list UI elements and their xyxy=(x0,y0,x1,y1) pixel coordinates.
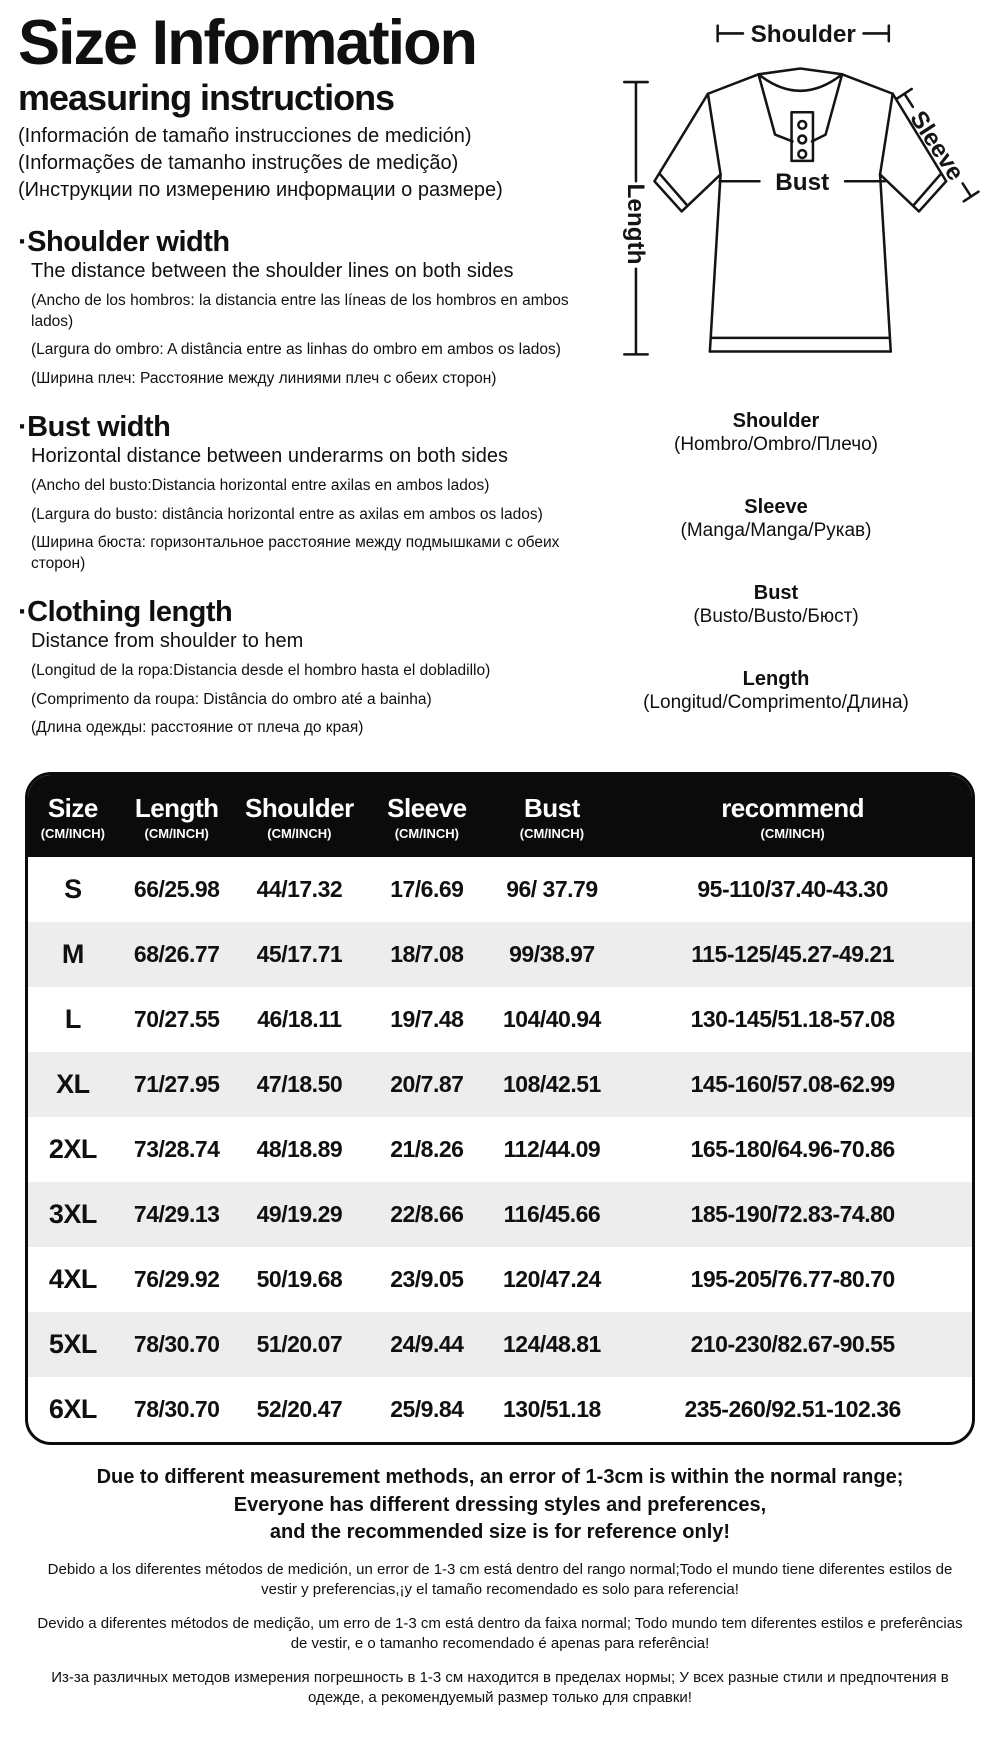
section-bust-width xyxy=(18,411,570,574)
measurement-cell: 50/19.68 xyxy=(256,1266,343,1292)
measurement-cell: 25/9.84 xyxy=(390,1396,464,1422)
instructions-column xyxy=(18,10,570,739)
measurement-cell: 70/27.55 xyxy=(133,1006,220,1032)
table-row xyxy=(28,922,972,987)
column-header-size xyxy=(28,775,118,857)
measurement-cell: 74/29.13 xyxy=(133,1201,220,1227)
measurement-cell: 78/30.70 xyxy=(133,1331,220,1357)
size-cell: S xyxy=(64,874,82,904)
section-description: Horizontal distance between underarms on both sides xyxy=(31,445,508,467)
section-title: ·Clothing length xyxy=(18,596,233,628)
table-row xyxy=(28,857,972,922)
button xyxy=(798,136,806,144)
button xyxy=(798,121,806,129)
subtitle-translation-pt: (Informações de tamanho instruções de medição) xyxy=(18,152,459,174)
legend-item xyxy=(562,581,990,629)
legend-translation: (Busto/Busto/Бюст) xyxy=(693,606,859,627)
measurement-cell: 120/47.24 xyxy=(502,1266,601,1292)
section-description: Distance from shoulder to hem xyxy=(31,630,304,652)
measurement-cell: 235-260/92.51-102.36 xyxy=(684,1396,901,1422)
size-table-body xyxy=(28,857,972,1442)
measurement-cell: 66/25.98 xyxy=(133,876,220,902)
column-header-sleeve xyxy=(363,775,490,857)
button xyxy=(798,150,806,158)
legend-label: Sleeve xyxy=(744,496,808,518)
measurement-cell: 95-110/37.40-43.30 xyxy=(697,876,888,902)
measurement-cell: 76/29.92 xyxy=(133,1266,220,1292)
subtitle-translation-es: (Información de tamaño instrucciones de medición) xyxy=(18,125,472,147)
disclaimer-english-line: Due to different measurement methods, an error of 1-3cm is within the normal range; xyxy=(96,1466,904,1488)
section-translations xyxy=(31,291,570,389)
armhole-seams xyxy=(708,94,893,175)
legend-translation: (Hombro/Ombro/Плечо) xyxy=(674,434,878,455)
diagram-sleeve-label: Sleeve xyxy=(904,106,969,186)
table-row xyxy=(28,1377,972,1442)
measurement-cell: 21/8.26 xyxy=(390,1136,464,1162)
collar-outline xyxy=(758,68,842,74)
column-header-length xyxy=(118,775,236,857)
column-header-recommend xyxy=(613,775,972,857)
column-label: Size xyxy=(47,793,98,823)
measurement-cell: 96/ 37.79 xyxy=(506,876,598,902)
translation-pt: (Largura do busto: distância horizontal entre as axilas em ambos os lados) xyxy=(31,505,543,523)
subtitle-translations xyxy=(18,123,570,204)
table-row xyxy=(28,1247,972,1312)
column-unit: (CM/INCH) xyxy=(519,826,585,841)
section-clothing-length xyxy=(18,596,570,739)
size-cell: 6XL xyxy=(48,1394,97,1424)
measurement-cell: 23/9.05 xyxy=(390,1266,464,1292)
size-cell: 2XL xyxy=(48,1134,97,1164)
translation-ru: (Ширина бюста: горизонтальное расстояние между подмышками с обеих сторон) xyxy=(31,534,560,572)
column-unit: (CM/INCH) xyxy=(394,826,459,841)
disclaimer-portuguese: Devido a diferentes métodos de medição, um erro de 1-3 cm está dentro da faixa normal; Todo mundo tem diferentes estilos e preferências de vestir, e o tamanho recomendado é apenas para referência! xyxy=(37,1614,963,1652)
measurement-cell: 44/17.32 xyxy=(256,876,343,902)
measurement-cell: 165-180/64.96-70.86 xyxy=(690,1136,895,1162)
column-label: Bust xyxy=(524,793,580,823)
section-translations xyxy=(31,476,570,574)
translation-pt: (Comprimento da roupa: Distância do ombro até a bainha) xyxy=(31,690,432,708)
size-table-header xyxy=(28,775,972,857)
measurement-cell: 73/28.74 xyxy=(133,1136,220,1162)
measurement-cell: 20/7.87 xyxy=(390,1071,464,1097)
measurement-cell: 112/44.09 xyxy=(503,1136,601,1162)
translation-es: (Ancho de los hombros: la distancia entre las líneas de los hombros en ambos lados) xyxy=(31,292,569,330)
hem xyxy=(710,338,891,352)
size-cell: 5XL xyxy=(48,1329,97,1359)
column-label: Sleeve xyxy=(387,793,467,823)
disclaimer-spanish: Debido a los diferentes métodos de medición, un error de 1-3 cm está dentro del rango normal;Todo el mundo tiene diferentes estilos de vestir y preferencias,¡y el tamaño recomendado es solo para referencia! xyxy=(47,1560,953,1598)
measurement-cell: 116/45.66 xyxy=(503,1201,601,1227)
section-title: ·Shoulder width xyxy=(18,226,230,258)
translation-es: (Longitud de la ropa:Distancia desde el hombro hasta el dobladillo) xyxy=(31,662,491,679)
size-cell: 4XL xyxy=(48,1264,97,1294)
measurement-cell: 78/30.70 xyxy=(133,1396,220,1422)
translation-pt: (Largura do ombro: A distância entre as linhas do ombro em ambos os lados) xyxy=(31,341,561,358)
page-subtitle: measuring instructions xyxy=(18,77,395,118)
measurement-cell: 145-160/57.08-62.99 xyxy=(690,1071,895,1097)
neckline-curve xyxy=(758,74,842,91)
size-cell: XL xyxy=(56,1069,90,1099)
measurement-cell: 52/20.47 xyxy=(256,1396,343,1422)
measurement-cell: 104/40.94 xyxy=(502,1006,601,1032)
legend-label: Shoulder xyxy=(732,410,820,432)
section-shoulder-width xyxy=(18,226,570,389)
measurement-cell: 130/51.18 xyxy=(502,1396,601,1422)
legend-item xyxy=(562,495,990,543)
legend-label: Bust xyxy=(753,582,799,604)
diagram-shoulder-label: Shoulder xyxy=(750,21,856,49)
size-cell: M xyxy=(61,939,84,969)
legend-translation: (Longitud/Comprimento/Длина) xyxy=(643,692,909,713)
measurement-cell: 51/20.07 xyxy=(256,1331,343,1357)
column-unit: (CM/INCH) xyxy=(40,826,105,841)
polo-shirt-diagram xyxy=(562,14,990,403)
translation-ru: (Ширина плеч: Расстояние между линиями плеч с обеих сторон) xyxy=(31,369,497,387)
measurement-cell: 46/18.11 xyxy=(257,1006,342,1032)
diagram-column xyxy=(562,14,990,715)
diagram-bust-label: Bust xyxy=(775,169,830,197)
measurement-cell: 17/6.69 xyxy=(390,876,464,902)
legend-translation: (Manga/Manga/Рукав) xyxy=(680,520,872,541)
column-unit: (CM/INCH) xyxy=(144,826,209,841)
size-table xyxy=(25,772,975,1445)
legend-item xyxy=(562,409,990,457)
table-row xyxy=(28,1052,972,1117)
translation-ru: (Длина одежды: расстояние от плеча до края) xyxy=(31,719,364,736)
section-description: The distance between the shoulder lines on both sides xyxy=(31,260,514,282)
collar-flaps xyxy=(758,74,842,141)
legend-item xyxy=(562,667,990,715)
measurement-cell: 45/17.71 xyxy=(256,941,343,967)
measurement-cell: 210-230/82.67-90.55 xyxy=(690,1331,895,1357)
column-header-bust xyxy=(491,775,614,857)
column-header-shoulder xyxy=(236,775,363,857)
diagram-legend xyxy=(562,409,990,715)
table-row xyxy=(28,1117,972,1182)
column-label: recommend xyxy=(721,793,865,823)
section-translations xyxy=(31,661,570,739)
disclaimer xyxy=(0,1464,1000,1709)
measurement-cell: 48/18.89 xyxy=(256,1136,343,1162)
measurement-cell: 115-125/45.27-49.21 xyxy=(691,941,895,967)
measurement-cell: 68/26.77 xyxy=(133,941,220,967)
column-label: Shoulder xyxy=(245,793,354,823)
legend-label: Length xyxy=(742,668,810,690)
column-unit: (CM/INCH) xyxy=(267,826,332,841)
measurement-cell: 71/27.95 xyxy=(133,1071,220,1097)
subtitle-translation-ru: (Инструкции по измерению информации о размере) xyxy=(18,179,503,201)
disclaimer-russian: Из-за различных методов измерения погрешность в 1-3 см находится в пределах нормы; У всех разные стили и предпочтения в одежде, а рекомендуемый размер только для справки! xyxy=(51,1668,949,1706)
measurement-cell: 19/7.48 xyxy=(390,1006,464,1032)
table-row xyxy=(28,1312,972,1377)
measurement-cell: 22/8.66 xyxy=(390,1201,464,1227)
size-cell: 3XL xyxy=(48,1199,97,1229)
measurement-cell: 130-145/51.18-57.08 xyxy=(690,1006,895,1032)
measurement-cell: 195-205/76.77-80.70 xyxy=(690,1266,895,1292)
measurement-cell: 18/7.08 xyxy=(390,941,464,967)
measurement-cell: 49/19.29 xyxy=(256,1201,343,1227)
disclaimer-english-line: Everyone has different dressing styles and preferences, xyxy=(233,1493,767,1516)
table-row xyxy=(28,1182,972,1247)
measurement-cell: 47/18.50 xyxy=(256,1071,343,1097)
measurement-cell: 99/38.97 xyxy=(509,941,595,967)
size-cell: L xyxy=(64,1004,81,1034)
table-row xyxy=(28,987,972,1052)
measurement-cell: 185-190/72.83-74.80 xyxy=(690,1201,895,1227)
column-label: Length xyxy=(134,793,219,823)
body-sides xyxy=(710,174,891,351)
disclaimer-english-line: and the recommended size is for reference only! xyxy=(269,1521,731,1543)
translation-es: (Ancho del busto:Distancia horizontal entre axilas en ambos lados) xyxy=(31,477,490,494)
measurement-cell: 124/48.81 xyxy=(502,1331,601,1357)
section-title: ·Bust width xyxy=(18,411,171,443)
column-unit: (CM/INCH) xyxy=(760,826,825,841)
measurement-cell: 108/42.51 xyxy=(502,1071,601,1097)
diagram-length-label: Length xyxy=(622,183,650,265)
page-title: Size Information xyxy=(18,8,477,78)
measurement-cell: 24/9.44 xyxy=(390,1331,464,1357)
